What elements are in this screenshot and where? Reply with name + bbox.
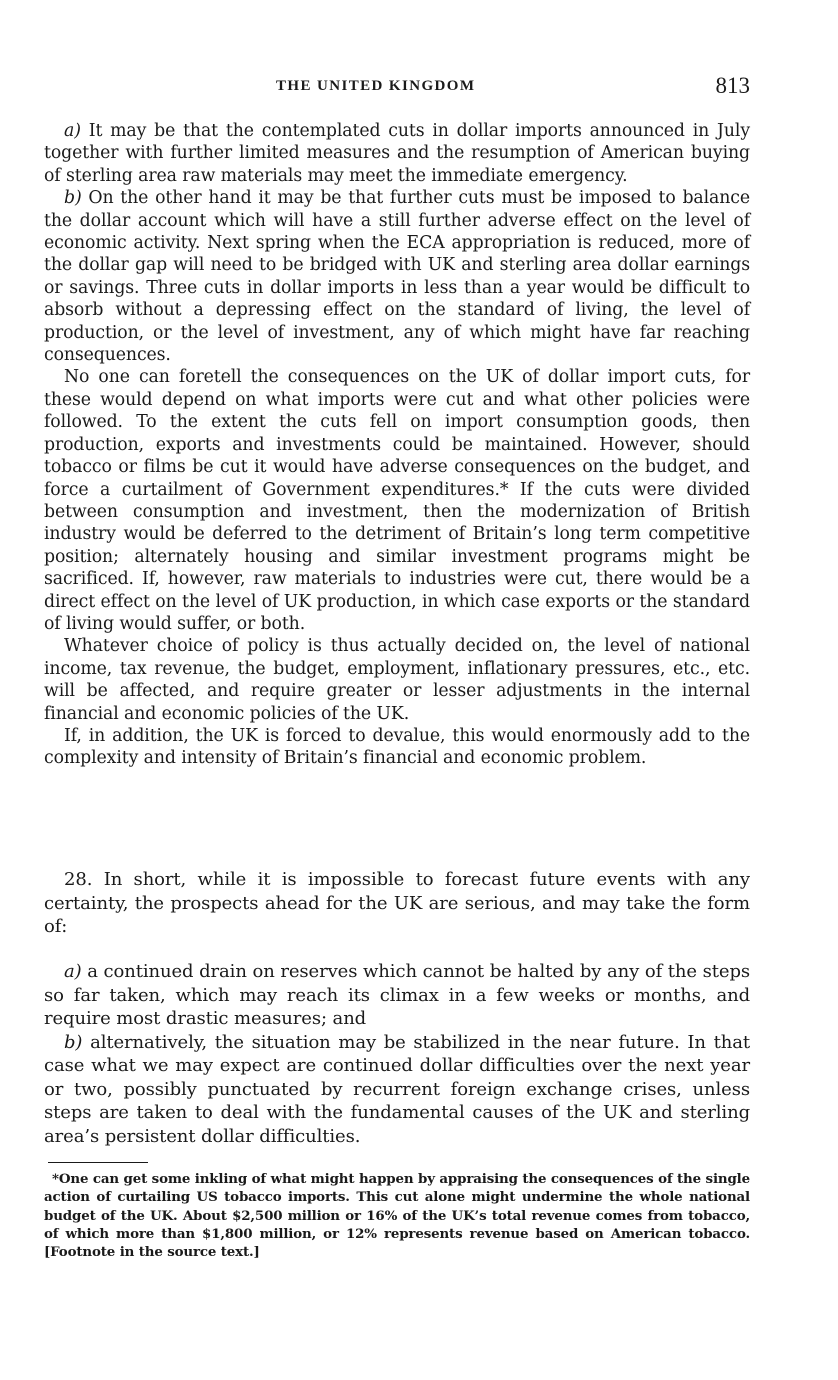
prospect-text: a continued drain on reserves which cannot be halted by any of the steps so far taken, which may reach its climax in a few weeks or months, and require most drastic measures; and bbox=[44, 961, 750, 1029]
running-head: THE UNITED KINGDOM bbox=[276, 78, 476, 94]
prospects-list bbox=[44, 960, 750, 1148]
paragraph-b bbox=[44, 187, 750, 366]
paragraph-policy-choice: Whatever choice of policy is thus actually decided on, the level of national income, tax revenue, the budget, employment, inflationary pressures, etc., etc. will be affected, and require greater or lesser adjustments in the internal financial and economic policies of the UK. bbox=[44, 636, 750, 724]
footnote-divider bbox=[48, 1162, 148, 1163]
footnote bbox=[44, 1170, 750, 1261]
section-28-paragraph: 28. In short, while it is impossible to forecast future events with any certainty, the prospects ahead for the UK are serious, and may take the form of: bbox=[44, 869, 750, 937]
paragraph-label: a) bbox=[64, 121, 81, 141]
section-28 bbox=[44, 868, 750, 939]
paragraph-devaluation: If, in addition, the UK is forced to devalue, this would enormously add to the complexity and intensity of Britain’s financial and economic problem. bbox=[44, 725, 750, 769]
page-number: 813 bbox=[715, 73, 750, 98]
page-header bbox=[44, 73, 750, 100]
prospect-a bbox=[44, 960, 750, 1031]
footnote-text: *One can get some inkling of what might happen by appraising the consequences of the single action of curtailing US tobacco imports. This cut alone might undermine the whole national budget of the UK. About $2,500 million or 16% of the UK’s total revenue comes from tobacco, of which more than $1,800 million, or 12% represents revenue based on American tobacco. [Footnote in the source text.] bbox=[44, 1171, 750, 1261]
paragraph-text: It may be that the contemplated cuts in dollar imports announced in July together with further limited measures and the resumption of American buying of sterling area raw materials may meet the immediate emergency. bbox=[44, 121, 750, 186]
paragraph-consequences: No one can foretell the consequences on the UK of dollar import cuts, for these would depend on what imports were cut and what other policies were followed. To the extent the cuts fell on import consumption goods, then production, exports and investments could be maintained. However, should tobacco or films be cut it would have adverse consequences on the budget, and force a curtailment of Government expenditures.* If the cuts were divided between consumption and investment, then the modernization of British industry would be deferred to the detriment of Britain’s long term competitive position; alternately housing and similar investment programs might be sacrificed. If, however, raw materials to industries were cut, there would be a direct effect on the level of UK production, in which case exports or the standard of living would suffer, or both. bbox=[44, 367, 750, 634]
paragraph-label: b) bbox=[64, 188, 82, 209]
prospect-label: a) bbox=[64, 961, 82, 982]
main-text bbox=[44, 120, 750, 770]
prospect-label: b) bbox=[64, 1031, 83, 1053]
paragraph-text: On the other hand it may be that further cuts must be imposed to balance the dollar account which will have a still further adverse effect on the level of economic activity. Next spring when the ECA appropriation is reduced, more of the dollar gap will need to be bridged with UK and sterling area dollar earnings or savings. Three cuts in dollar imports in less than a year would be difficult to absorb without a depressing effect on the standard of living, the level of production, or the level of investment, any of which might have far reaching consequences. bbox=[44, 188, 750, 366]
paragraph-a bbox=[44, 120, 750, 187]
prospect-text: alternatively, the situation may be stabilized in the near future. In that case what we may expect are continued dollar difficulties over the next year or two, possibly punctuated by recurrent foreign exchange crises, unless steps are taken to deal with the fundamental causes of the UK and sterling area’s persistent dollar difficulties. bbox=[44, 1031, 750, 1147]
prospect-b bbox=[44, 1031, 750, 1149]
